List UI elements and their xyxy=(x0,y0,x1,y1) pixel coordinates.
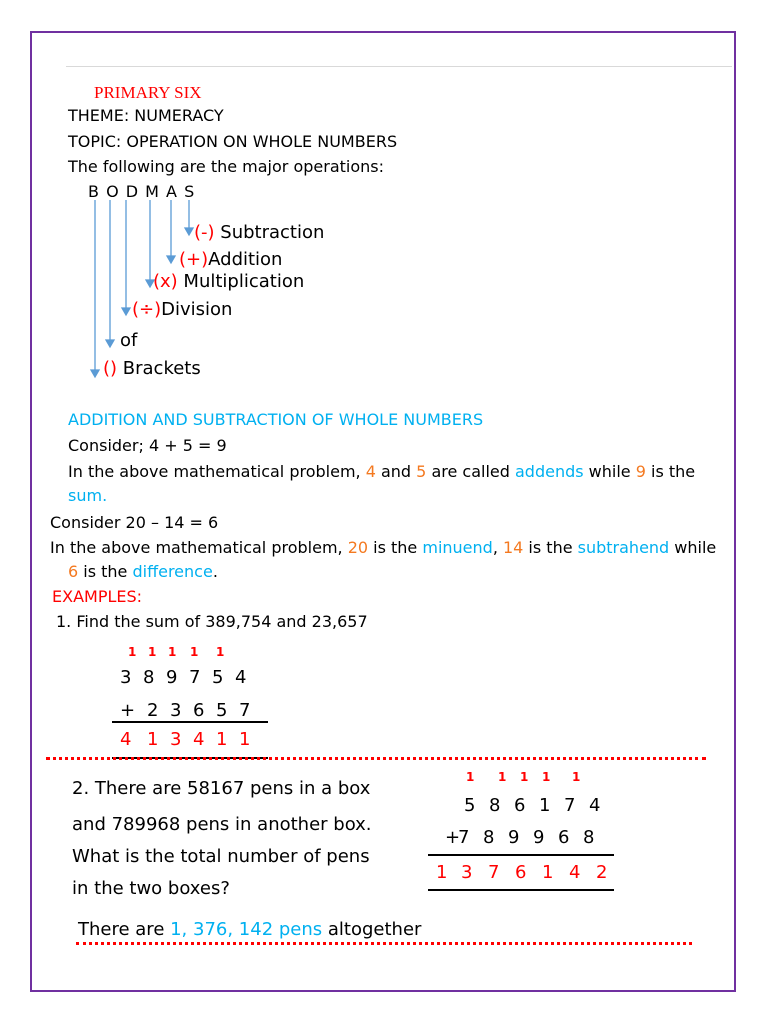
bodmas-addition: (+)Addition xyxy=(179,249,283,270)
bodmas-subtraction: (-) Subtraction xyxy=(194,222,325,243)
theme-line: THEME: NUMERACY xyxy=(68,106,224,125)
example2-line2: and 789968 pens in another box. xyxy=(72,814,372,835)
subtraction-explanation: In the above mathematical problem, 20 is the minuend, 14 is the subtrahend while xyxy=(50,538,717,557)
addition-explanation-cont: sum. xyxy=(68,486,108,505)
sum2-top-rule xyxy=(428,854,614,856)
sum1-row2: + 2 3 6 5 7 xyxy=(120,700,251,721)
level-label: PRIMARY SIX xyxy=(94,83,202,102)
addition-explanation: In the above mathematical problem, 4 and 5 are called addends while 9 is the xyxy=(68,462,696,481)
bodmas-arrows xyxy=(0,0,768,400)
subtraction-explanation-cont: 6 is the difference. xyxy=(68,562,218,581)
sum2-carries: 1 1 1 1 1 xyxy=(466,770,581,784)
sum2-row1: 5 8 6 1 7 4 xyxy=(464,795,601,816)
sum2-bottom-rule xyxy=(428,889,614,891)
sum1-result: 4 1 3 4 1 1 xyxy=(120,729,251,750)
sum2-row2: +7 8 9 9 6 8 xyxy=(445,827,595,848)
bodmas-letters: B O D M A S xyxy=(88,182,196,201)
section-heading: ADDITION AND SUBTRACTION OF WHOLE NUMBERS xyxy=(68,410,484,429)
sum1-carries: 1 1 1 1 1 xyxy=(128,645,225,659)
bodmas-multiplication: (x) Multiplication xyxy=(153,271,305,292)
consider-subtraction: Consider 20 – 14 = 6 xyxy=(50,513,219,532)
sum2-result: 1 3 7 6 1 4 2 xyxy=(436,862,608,883)
topic-line: TOPIC: OPERATION ON WHOLE NUMBERS xyxy=(68,132,398,151)
sum1-row1: 3 8 9 7 5 4 xyxy=(120,667,247,688)
example2-line1: 2. There are 58167 pens in a box xyxy=(72,778,371,799)
bodmas-division: (÷)Division xyxy=(132,299,233,320)
example1-question: 1. Find the sum of 389,754 and 23,657 xyxy=(56,612,368,631)
bodmas-of: of xyxy=(120,330,138,351)
example2-line4: in the two boxes? xyxy=(72,878,230,899)
separator-1 xyxy=(46,757,706,760)
sum1-top-rule xyxy=(112,721,268,723)
example2-line3: What is the total number of pens xyxy=(72,846,370,867)
example2-answer: There are 1, 376, 142 pens altogether xyxy=(78,919,422,940)
separator-2 xyxy=(76,942,692,945)
consider-addition: Consider; 4 + 5 = 9 xyxy=(68,436,227,455)
examples-heading: EXAMPLES: xyxy=(52,587,143,606)
intro-line: The following are the major operations: xyxy=(68,157,384,176)
bodmas-brackets: () Brackets xyxy=(103,358,201,379)
